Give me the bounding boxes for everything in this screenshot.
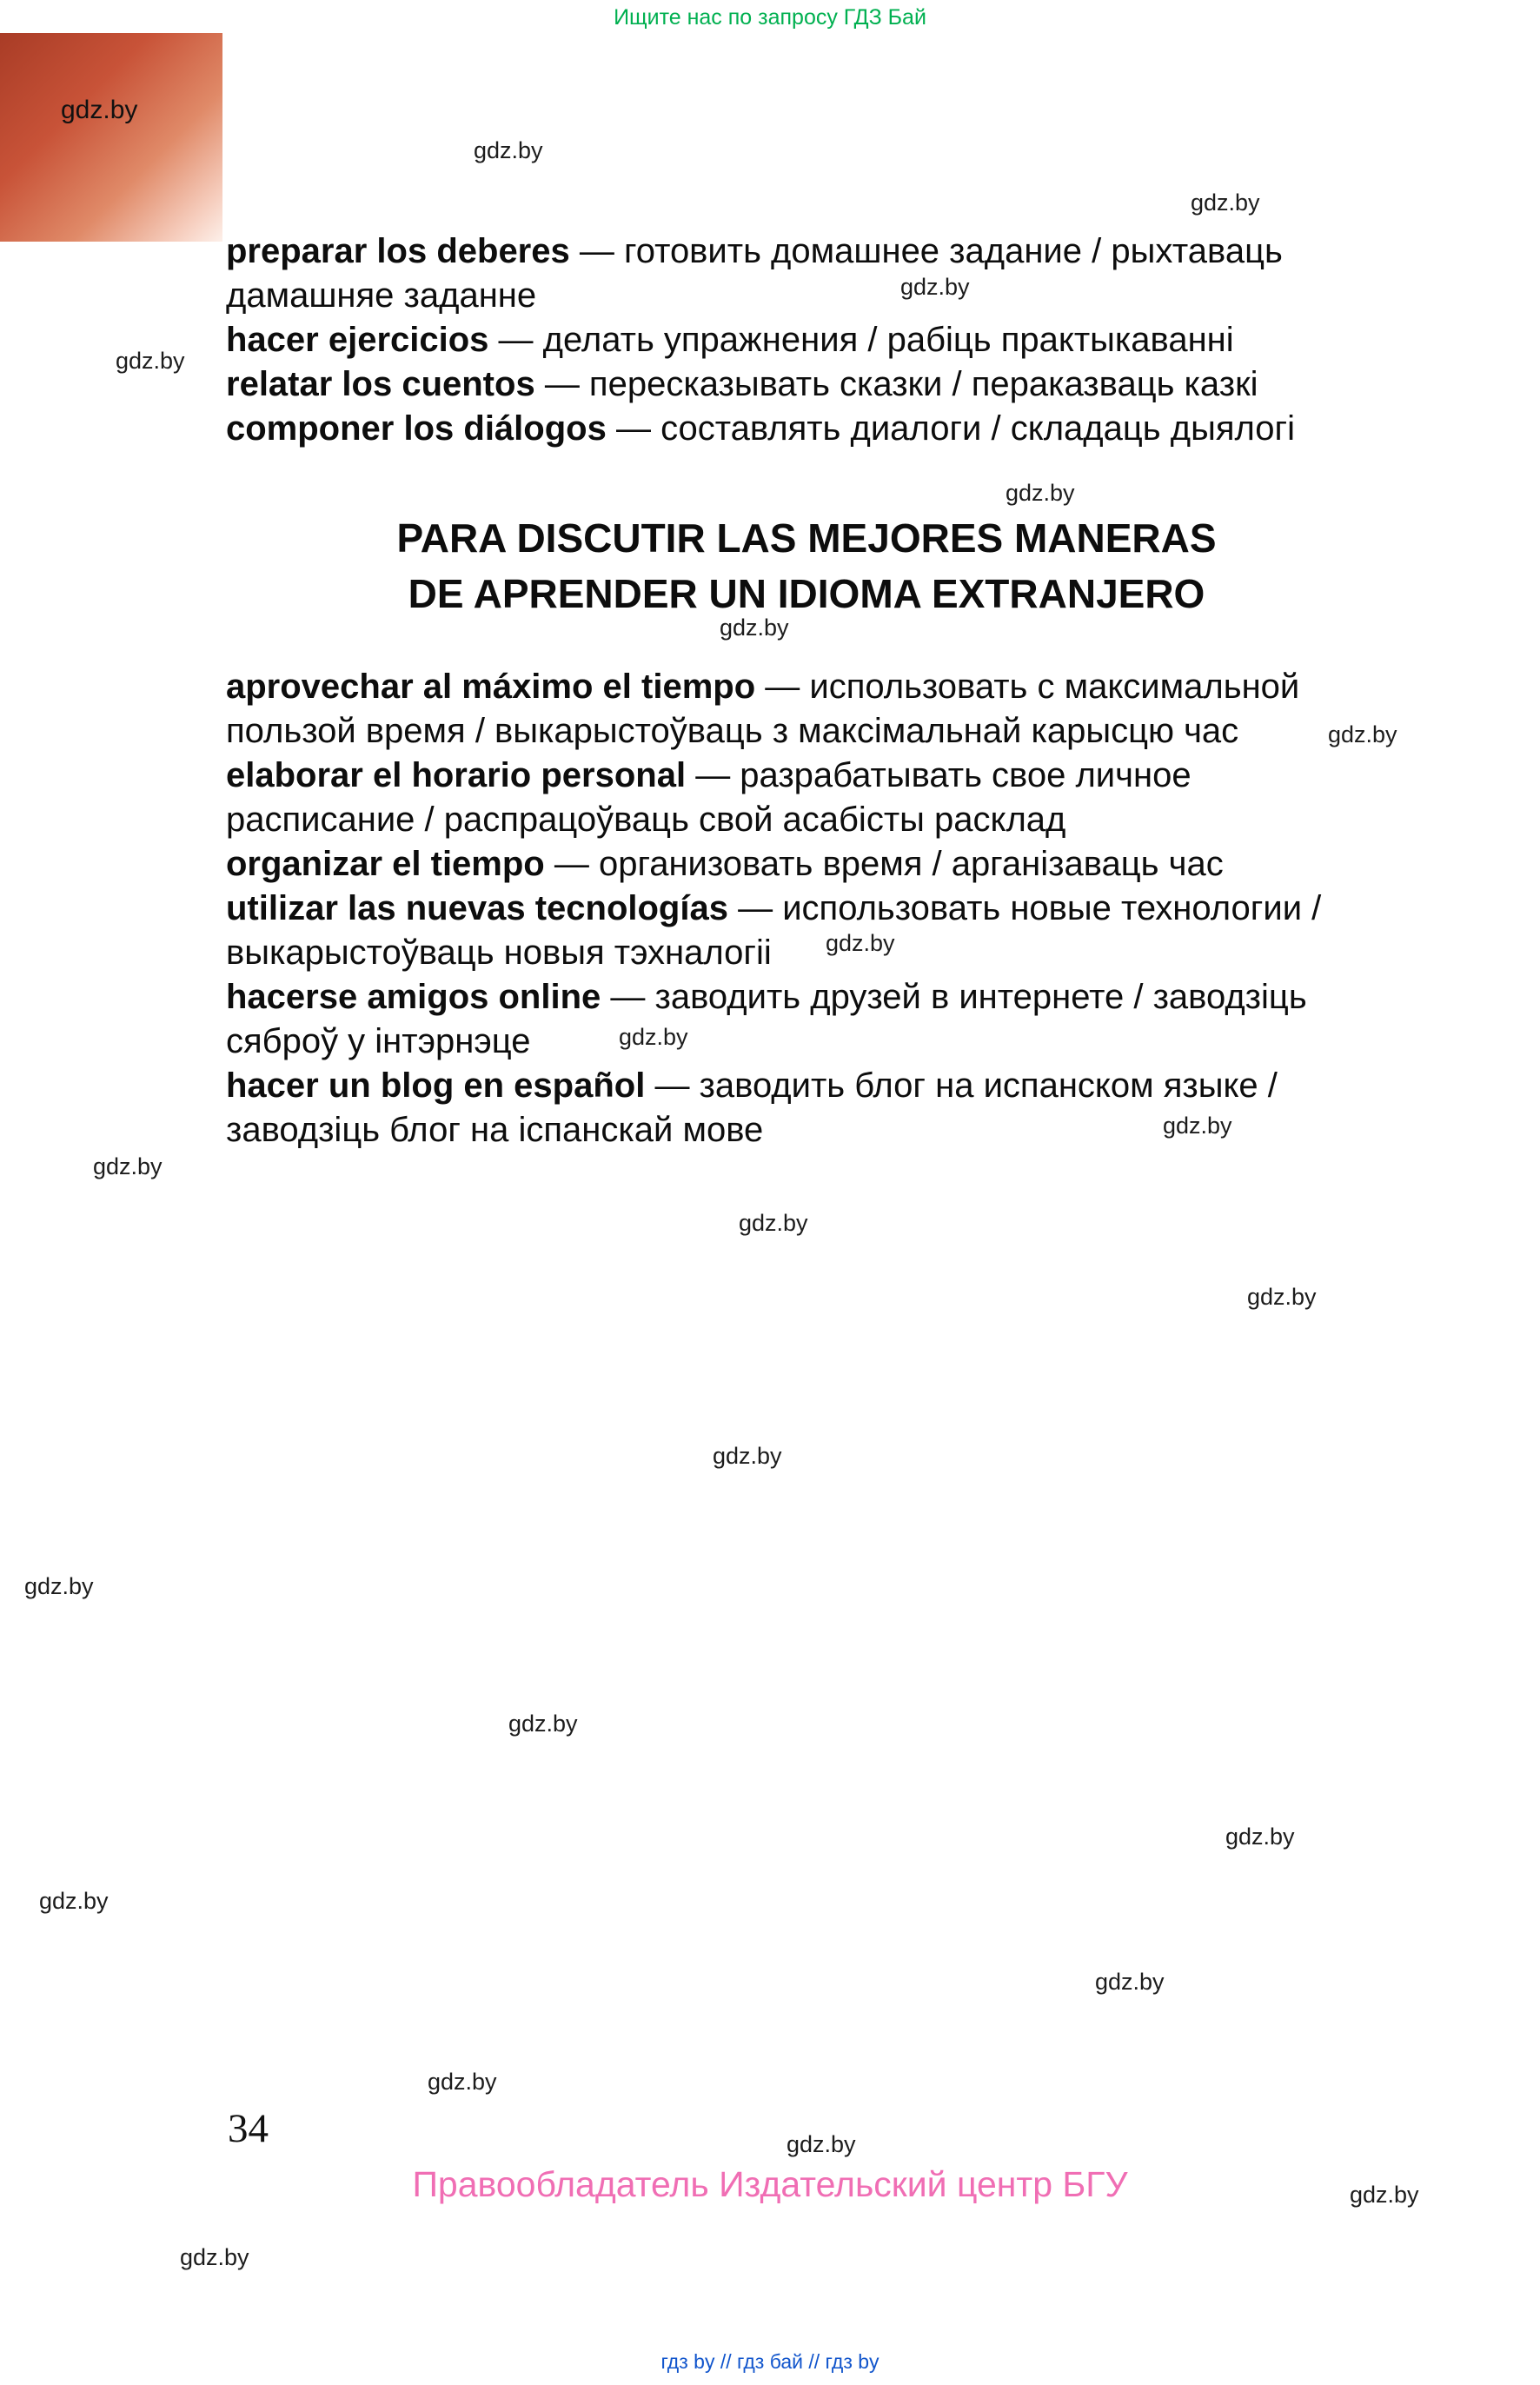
section-heading-line2: DE APRENDER UN IDIOMA EXTRANJERO [408, 571, 1205, 616]
logo-block [0, 33, 222, 242]
vocab-translation: — разрабатывать свое личное расписание / распрацоўваць свой асабісты расклад [226, 756, 1192, 839]
vocab-term: elaborar el horario personal [226, 756, 687, 794]
watermark-gdz: gdz.by [474, 137, 543, 163]
watermark-gdz: gdz.by [508, 1711, 578, 1737]
vocab-term: preparar los deberes [226, 232, 570, 270]
watermark-gdz: gdz.by [1328, 721, 1397, 747]
vocab-entry [226, 362, 1387, 407]
vocab-entry [226, 407, 1387, 451]
vocab-translation: — использовать новые технологии / выкарыстоўваць новыя тэхналогіі [226, 889, 1322, 972]
vocab-translation: — составлять диалоги / складаць дыялогі [615, 409, 1295, 448]
content-column [226, 229, 1387, 1153]
vocab-entry [226, 1064, 1387, 1153]
watermark-gdz: gdz.by [428, 2069, 497, 2095]
watermark-gdz: gdz.by [116, 348, 185, 374]
vocab-term: relatar los cuentos [226, 365, 535, 403]
watermark-gdz: gdz.by [39, 1888, 109, 1914]
vocab-translation: — заводить друзей в интернете / заводзіць сяброў у інтэрнэце [226, 978, 1307, 1060]
watermark-gdz: gdz.by [826, 930, 895, 956]
vocab-translation: — заводить блог на испанском языке / заводзіць блог на іспанскай мове [226, 1066, 1278, 1149]
vocab-term: aprovechar al máximo el tiempo [226, 668, 756, 706]
watermark-gdz: gdz.by [93, 1153, 163, 1179]
page-number: 34 [228, 2106, 269, 2151]
section-heading [226, 510, 1387, 621]
vocab-entry [226, 229, 1387, 318]
vocab-translation: — организовать время / арганізаваць час [554, 845, 1224, 883]
watermark-gdz: gdz.by [619, 1024, 688, 1050]
watermark-gdz: gdz.by [720, 615, 789, 641]
watermark-gdz: gdz.by [787, 2131, 856, 2157]
watermark-gdz: gdz.by [1247, 1284, 1317, 1310]
vocab-term: organizar el tiempo [226, 845, 545, 883]
watermark-gdz: gdz.by [1006, 480, 1075, 506]
vocab-term: hacer un blog en español [226, 1066, 646, 1105]
watermark-gdz: gdz.by [1350, 2182, 1419, 2208]
vocab-term: componer los diálogos [226, 409, 607, 448]
watermark-gdz: gdz.by [713, 1443, 782, 1469]
vocab-term: utilizar las nuevas tecnologías [226, 889, 728, 927]
vocab-entry [226, 887, 1387, 975]
watermark-gdz: gdz.by [1225, 1824, 1295, 1850]
watermark-gdz: gdz.by [24, 1573, 94, 1599]
watermark-gdz: gdz.by [739, 1210, 808, 1236]
footer-links[interactable]: гдз by // гдз бай // гдз by [660, 2350, 880, 2373]
vocab-entry [226, 975, 1387, 1064]
vocab-translation: — пересказывать сказки / пераказваць казкі [544, 365, 1258, 403]
watermark-gdz: gdz.by [1191, 189, 1260, 216]
watermark-gdz: gdz.by [900, 274, 970, 300]
vocab-entry [226, 754, 1387, 842]
vocab-term: hacer ejercicios [226, 321, 489, 359]
vocab-entry [226, 318, 1387, 362]
logo-watermark: gdz.by [61, 96, 138, 124]
vocab-entry [226, 842, 1387, 887]
vocab-translation: — делать упражнения / рабіць практыкаванні [498, 321, 1234, 359]
vocab-translation: — использовать с максимальной пользой время / выкарыстоўваць з максімальнай карысцю час [226, 668, 1300, 750]
vocab-term: hacerse amigos online [226, 978, 601, 1016]
vocab-entry [226, 665, 1387, 754]
vocab-translation: — готовить домашнее задание / рыхтаваць дамашняе заданне [226, 232, 1283, 315]
top-banner: Ищите нас по запросу ГДЗ Бай [614, 5, 926, 30]
copyright-notice: Правообладатель Издательский центр БГУ [412, 2164, 1128, 2204]
watermark-gdz: gdz.by [1095, 1969, 1165, 1995]
watermark-gdz: gdz.by [180, 2244, 249, 2270]
section-heading-line1: PARA DISCUTIR LAS MEJORES MANERAS [396, 515, 1217, 561]
watermark-gdz: gdz.by [1163, 1113, 1232, 1139]
